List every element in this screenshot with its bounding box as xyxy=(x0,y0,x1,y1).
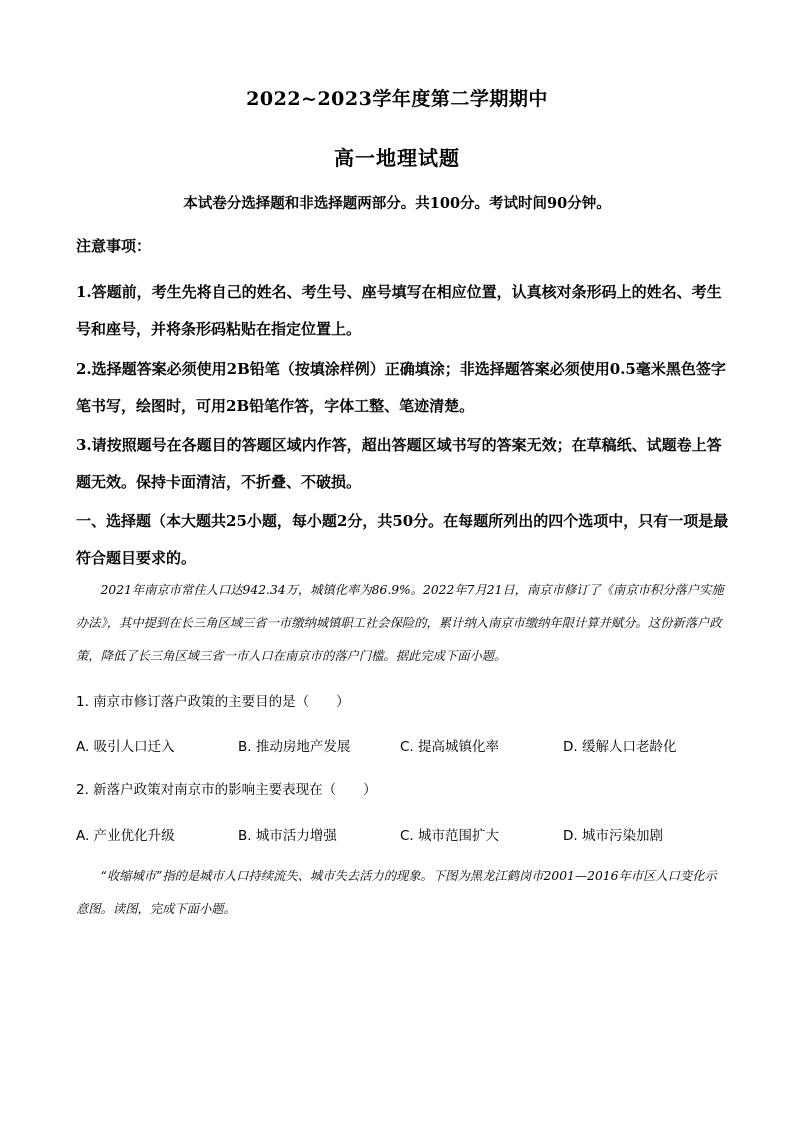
option-d[interactable]: D. 缓解人口老龄化 xyxy=(563,739,677,755)
notice-item: 2.选择题答案必须使用2B铅笔（按填涂样例）正确填涂；非选择题答案必须使用0.5毫米黑色签字笔书写，绘图时，可用2B铅笔作答，字体工整、笔迹清楚。 xyxy=(76,360,726,415)
reading-material: 2021年南京市常住人口达942.34万，城镇化率为86.9%。2022年7月21日，南京市修订了《南京市积分落户实施办法》，其中提到在长三角区域三省一市缴纳城镇职工社会保险的，累计纳入南京市缴纳年限计算并赋分。这份新落户政策，降低了长三角区域三省一市人口在南京市的落户门槛。据此完成下面小题。 xyxy=(76,583,724,663)
notice-item: 1.答题前，考生先将自己的姓名、考生号、座号填写在相应位置，认真核对条形码上的姓名、考生号和座号，并将条形码粘贴在指定位置上。 xyxy=(76,283,722,338)
reading-material: “收缩城市”指的是城市人口持续流失、城市失去活力的现象。下图为黑龙江鹤岗市2001—2016年市区人口变化示意图。读图，完成下面小题。 xyxy=(76,869,717,916)
question-text: 2. 新落户政策对南京市的影响主要表现在（ ） xyxy=(76,782,377,798)
question-options xyxy=(76,824,736,846)
option-b[interactable]: B. 城市活力增强 xyxy=(238,828,337,844)
exam-subject-title: 高一地理试题 xyxy=(334,146,460,170)
exam-intro: 本试卷分选择题和非选择题两部分。共100分。考试时间90分钟。 xyxy=(183,195,611,212)
question-text: 1. 南京市修订落户政策的主要目的是（ ） xyxy=(76,694,350,710)
exam-title: 2022~2023学年度第二学期期中 xyxy=(246,88,548,110)
section-heading: 一、选择题（本大题共25小题，每小题2分，共50分。在每题所列出的四个选项中，只有一项是最符合题目要求的。 xyxy=(76,512,729,567)
option-c[interactable]: C. 城市范围扩大 xyxy=(400,828,500,844)
notice-item: 3.请按照题号在各题目的答题区域内作答，超出答题区域书写的答案无效；在草稿纸、试题卷上答题无效。保持卡面清洁，不折叠、不破损。 xyxy=(76,436,722,491)
option-d[interactable]: D. 城市污染加剧 xyxy=(563,828,663,844)
option-a[interactable]: A. 产业优化升级 xyxy=(76,828,175,844)
notice-heading: 注意事项： xyxy=(76,237,152,255)
option-c[interactable]: C. 提高城镇化率 xyxy=(400,739,500,755)
option-a[interactable]: A. 吸引人口迁入 xyxy=(76,739,175,755)
option-b[interactable]: B. 推动房地产发展 xyxy=(238,739,351,755)
question-options xyxy=(76,735,736,757)
